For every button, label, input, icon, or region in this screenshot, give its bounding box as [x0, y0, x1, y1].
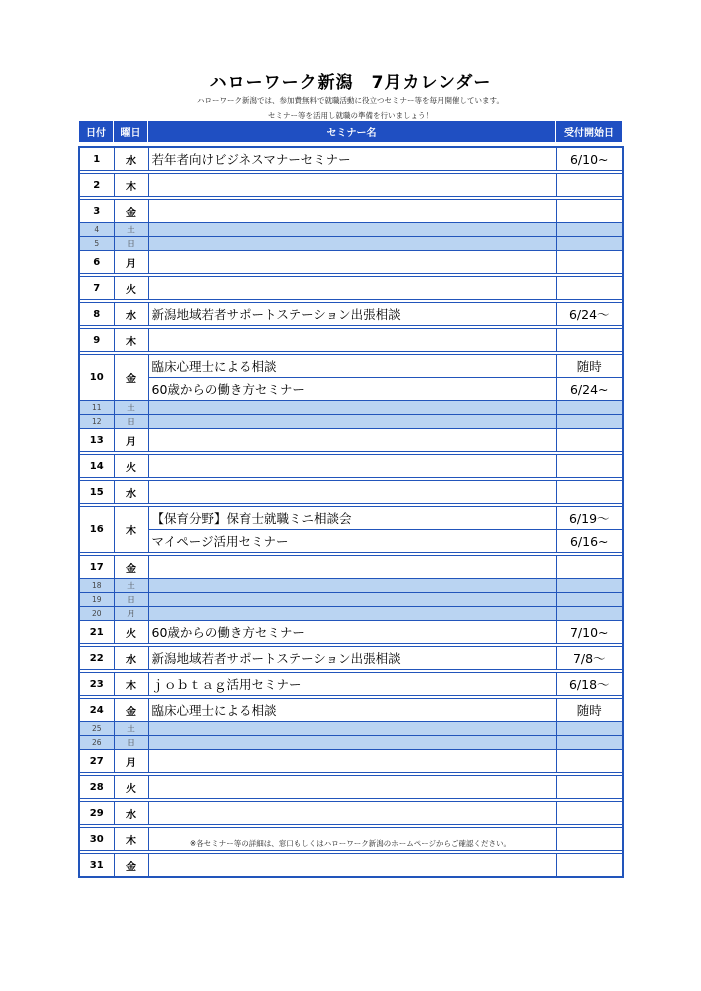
- date-cell: 31: [79, 854, 114, 878]
- day-row: [79, 530, 623, 553]
- weekday-cell: 月: [114, 429, 148, 452]
- date-cell: 21: [79, 621, 114, 644]
- weekday-cell: 火: [114, 621, 148, 644]
- seminar-cell: [148, 579, 556, 593]
- weekend-row: [79, 223, 623, 237]
- seminar-cell: 新潟地域若者サポートステーション出張相談: [148, 647, 556, 670]
- start-date-cell: [556, 481, 623, 504]
- day-row: [79, 429, 623, 452]
- subtitle-intro: ハローワーク新潟では、参加費無料で就職活動に役立つセミナー等を毎月開催しています。: [197, 96, 504, 105]
- date-cell: 1: [79, 147, 114, 171]
- weekday-cell: 土: [114, 722, 148, 736]
- date-cell: 15: [79, 481, 114, 504]
- day-row: [79, 303, 623, 326]
- seminar-cell: [148, 750, 556, 773]
- day-row: [79, 854, 623, 878]
- start-date-cell: 6/19～: [556, 507, 623, 530]
- day-row: [79, 802, 623, 825]
- date-cell: 23: [79, 673, 114, 696]
- start-date-cell: 6/24～: [556, 303, 623, 326]
- date-cell: 22: [79, 647, 114, 670]
- seminar-cell: [148, 251, 556, 274]
- date-cell: 8: [79, 303, 114, 326]
- weekday-cell: 土: [114, 579, 148, 593]
- date-cell: 4: [79, 223, 114, 237]
- start-date-cell: [556, 802, 623, 825]
- start-date-cell: 6/16~: [556, 530, 623, 553]
- weekend-row: [79, 415, 623, 429]
- weekday-cell: 月: [114, 750, 148, 773]
- date-cell: 24: [79, 699, 114, 722]
- date-cell: 6: [79, 251, 114, 274]
- seminar-cell: ｊｏｂｔａｇ活用セミナー: [148, 673, 556, 696]
- start-date-cell: [556, 579, 623, 593]
- day-row: [79, 481, 623, 504]
- weekday-cell: 日: [114, 593, 148, 607]
- weekday-cell: 金: [114, 556, 148, 579]
- weekend-row: [79, 607, 623, 621]
- date-cell: 14: [79, 455, 114, 478]
- seminar-cell: [148, 593, 556, 607]
- footnote: ※各セミナー等の詳細は、窓口もしくはハローワーク新潟のホームページからご確認ください。: [189, 839, 512, 848]
- header-date: 日付: [79, 121, 114, 143]
- seminar-cell: マイページ活用セミナー: [148, 530, 556, 553]
- weekday-cell: 木: [114, 673, 148, 696]
- day-row: [79, 277, 623, 300]
- calendar-body: [79, 147, 623, 877]
- weekday-cell: 水: [114, 802, 148, 825]
- start-date-cell: 6/10~: [556, 147, 623, 171]
- start-date-cell: [556, 854, 623, 878]
- weekend-row: [79, 593, 623, 607]
- date-cell: 12: [79, 415, 114, 429]
- day-row: [79, 673, 623, 696]
- date-cell: 26: [79, 736, 114, 750]
- weekday-cell: 木: [114, 329, 148, 352]
- start-date-cell: [556, 329, 623, 352]
- day-row: [79, 378, 623, 401]
- seminar-cell: [148, 802, 556, 825]
- day-row: [79, 776, 623, 799]
- weekend-row: [79, 401, 623, 415]
- date-cell: 29: [79, 802, 114, 825]
- date-cell: 27: [79, 750, 114, 773]
- start-date-cell: [556, 736, 623, 750]
- weekday-cell: 土: [114, 401, 148, 415]
- header-start-date: 受付開始日: [556, 121, 623, 143]
- start-date-cell: [556, 556, 623, 579]
- weekend-row: [79, 736, 623, 750]
- weekday-cell: 水: [114, 481, 148, 504]
- weekday-cell: 水: [114, 303, 148, 326]
- date-cell: 13: [79, 429, 114, 452]
- date-cell: 18: [79, 579, 114, 593]
- seminar-cell: [148, 429, 556, 452]
- weekday-cell: 金: [114, 200, 148, 223]
- weekday-cell: 木: [114, 507, 148, 553]
- seminar-cell: [148, 329, 556, 352]
- day-row: [79, 455, 623, 478]
- start-date-cell: [556, 415, 623, 429]
- weekday-cell: 日: [114, 415, 148, 429]
- weekday-cell: 金: [114, 699, 148, 722]
- seminar-cell: [148, 237, 556, 251]
- start-date-cell: [556, 776, 623, 799]
- weekday-cell: 木: [114, 174, 148, 197]
- date-cell: 28: [79, 776, 114, 799]
- subtitle-call-to-action: セミナー等を活用し就職の準備を行いましょう！: [268, 111, 433, 120]
- seminar-cell: 臨床心理士による相談: [148, 355, 556, 378]
- day-row: [79, 699, 623, 722]
- start-date-cell: [556, 200, 623, 223]
- start-date-cell: [556, 607, 623, 621]
- header-weekday: 曜日: [114, 121, 148, 143]
- seminar-cell: [148, 722, 556, 736]
- day-row: [79, 621, 623, 644]
- weekday-cell: 月: [114, 607, 148, 621]
- page-title: ハローワーク新潟 7月カレンダー: [209, 73, 492, 93]
- seminar-cell: [148, 736, 556, 750]
- day-row: [79, 647, 623, 670]
- date-cell: 25: [79, 722, 114, 736]
- start-date-cell: [556, 174, 623, 197]
- weekday-cell: 土: [114, 223, 148, 237]
- start-date-cell: [556, 277, 623, 300]
- date-cell: 3: [79, 200, 114, 223]
- start-date-cell: [556, 750, 623, 773]
- seminar-cell: [148, 455, 556, 478]
- start-date-cell: [556, 722, 623, 736]
- seminar-cell: [148, 776, 556, 799]
- date-cell: 11: [79, 401, 114, 415]
- seminar-cell: [148, 607, 556, 621]
- seminar-cell: [148, 200, 556, 223]
- weekday-cell: 日: [114, 237, 148, 251]
- seminar-cell: [148, 401, 556, 415]
- seminar-cell: [148, 556, 556, 579]
- start-date-cell: [556, 251, 623, 274]
- seminar-cell: [148, 174, 556, 197]
- start-date-cell: 7/10~: [556, 621, 623, 644]
- day-row: [79, 750, 623, 773]
- weekend-row: [79, 237, 623, 251]
- date-cell: 5: [79, 237, 114, 251]
- start-date-cell: [556, 429, 623, 452]
- weekday-cell: 日: [114, 736, 148, 750]
- weekday-cell: 火: [114, 277, 148, 300]
- date-cell: 20: [79, 607, 114, 621]
- date-cell: 7: [79, 277, 114, 300]
- start-date-cell: [556, 223, 623, 237]
- start-date-cell: 6/18～: [556, 673, 623, 696]
- seminar-cell: 臨床心理士による相談: [148, 699, 556, 722]
- weekend-row: [79, 722, 623, 736]
- seminar-cell: 新潟地域若者サポートステーション出張相談: [148, 303, 556, 326]
- weekday-cell: 水: [114, 147, 148, 171]
- weekday-cell: 水: [114, 647, 148, 670]
- calendar-table: [78, 146, 624, 878]
- start-date-cell: [556, 401, 623, 415]
- seminar-cell: [148, 854, 556, 878]
- day-row: [79, 355, 623, 378]
- date-cell: 10: [79, 355, 114, 401]
- weekday-cell: 火: [114, 455, 148, 478]
- seminar-cell: [148, 481, 556, 504]
- day-row: [79, 200, 623, 223]
- day-row: [79, 329, 623, 352]
- seminar-cell: 【保育分野】保育士就職ミニ相談会: [148, 507, 556, 530]
- day-row: [79, 147, 623, 171]
- date-cell: 19: [79, 593, 114, 607]
- weekday-cell: 火: [114, 776, 148, 799]
- start-date-cell: 随時: [556, 699, 623, 722]
- start-date-cell: 6/24~: [556, 378, 623, 401]
- date-cell: 9: [79, 329, 114, 352]
- day-row: [79, 174, 623, 197]
- calendar-header: [78, 120, 623, 143]
- day-row: [79, 507, 623, 530]
- weekend-row: [79, 579, 623, 593]
- date-cell: 2: [79, 174, 114, 197]
- header-seminar: セミナー名: [148, 121, 556, 143]
- date-cell: 17: [79, 556, 114, 579]
- day-row: [79, 556, 623, 579]
- seminar-cell: 60歳からの働き方セミナー: [148, 378, 556, 401]
- start-date-cell: [556, 455, 623, 478]
- start-date-cell: 7/8～: [556, 647, 623, 670]
- seminar-cell: 若年者向けビジネスマナーセミナー: [148, 147, 556, 171]
- weekday-cell: 金: [114, 854, 148, 878]
- date-cell: 30: [79, 828, 114, 851]
- start-date-cell: [556, 593, 623, 607]
- seminar-cell: [148, 277, 556, 300]
- weekday-cell: 木: [114, 828, 148, 851]
- seminar-cell: [148, 223, 556, 237]
- weekday-cell: 月: [114, 251, 148, 274]
- weekday-cell: 金: [114, 355, 148, 401]
- seminar-cell: [148, 415, 556, 429]
- start-date-cell: [556, 237, 623, 251]
- seminar-cell: 60歳からの働き方セミナー: [148, 621, 556, 644]
- start-date-cell: 随時: [556, 355, 623, 378]
- day-row: [79, 251, 623, 274]
- date-cell: 16: [79, 507, 114, 553]
